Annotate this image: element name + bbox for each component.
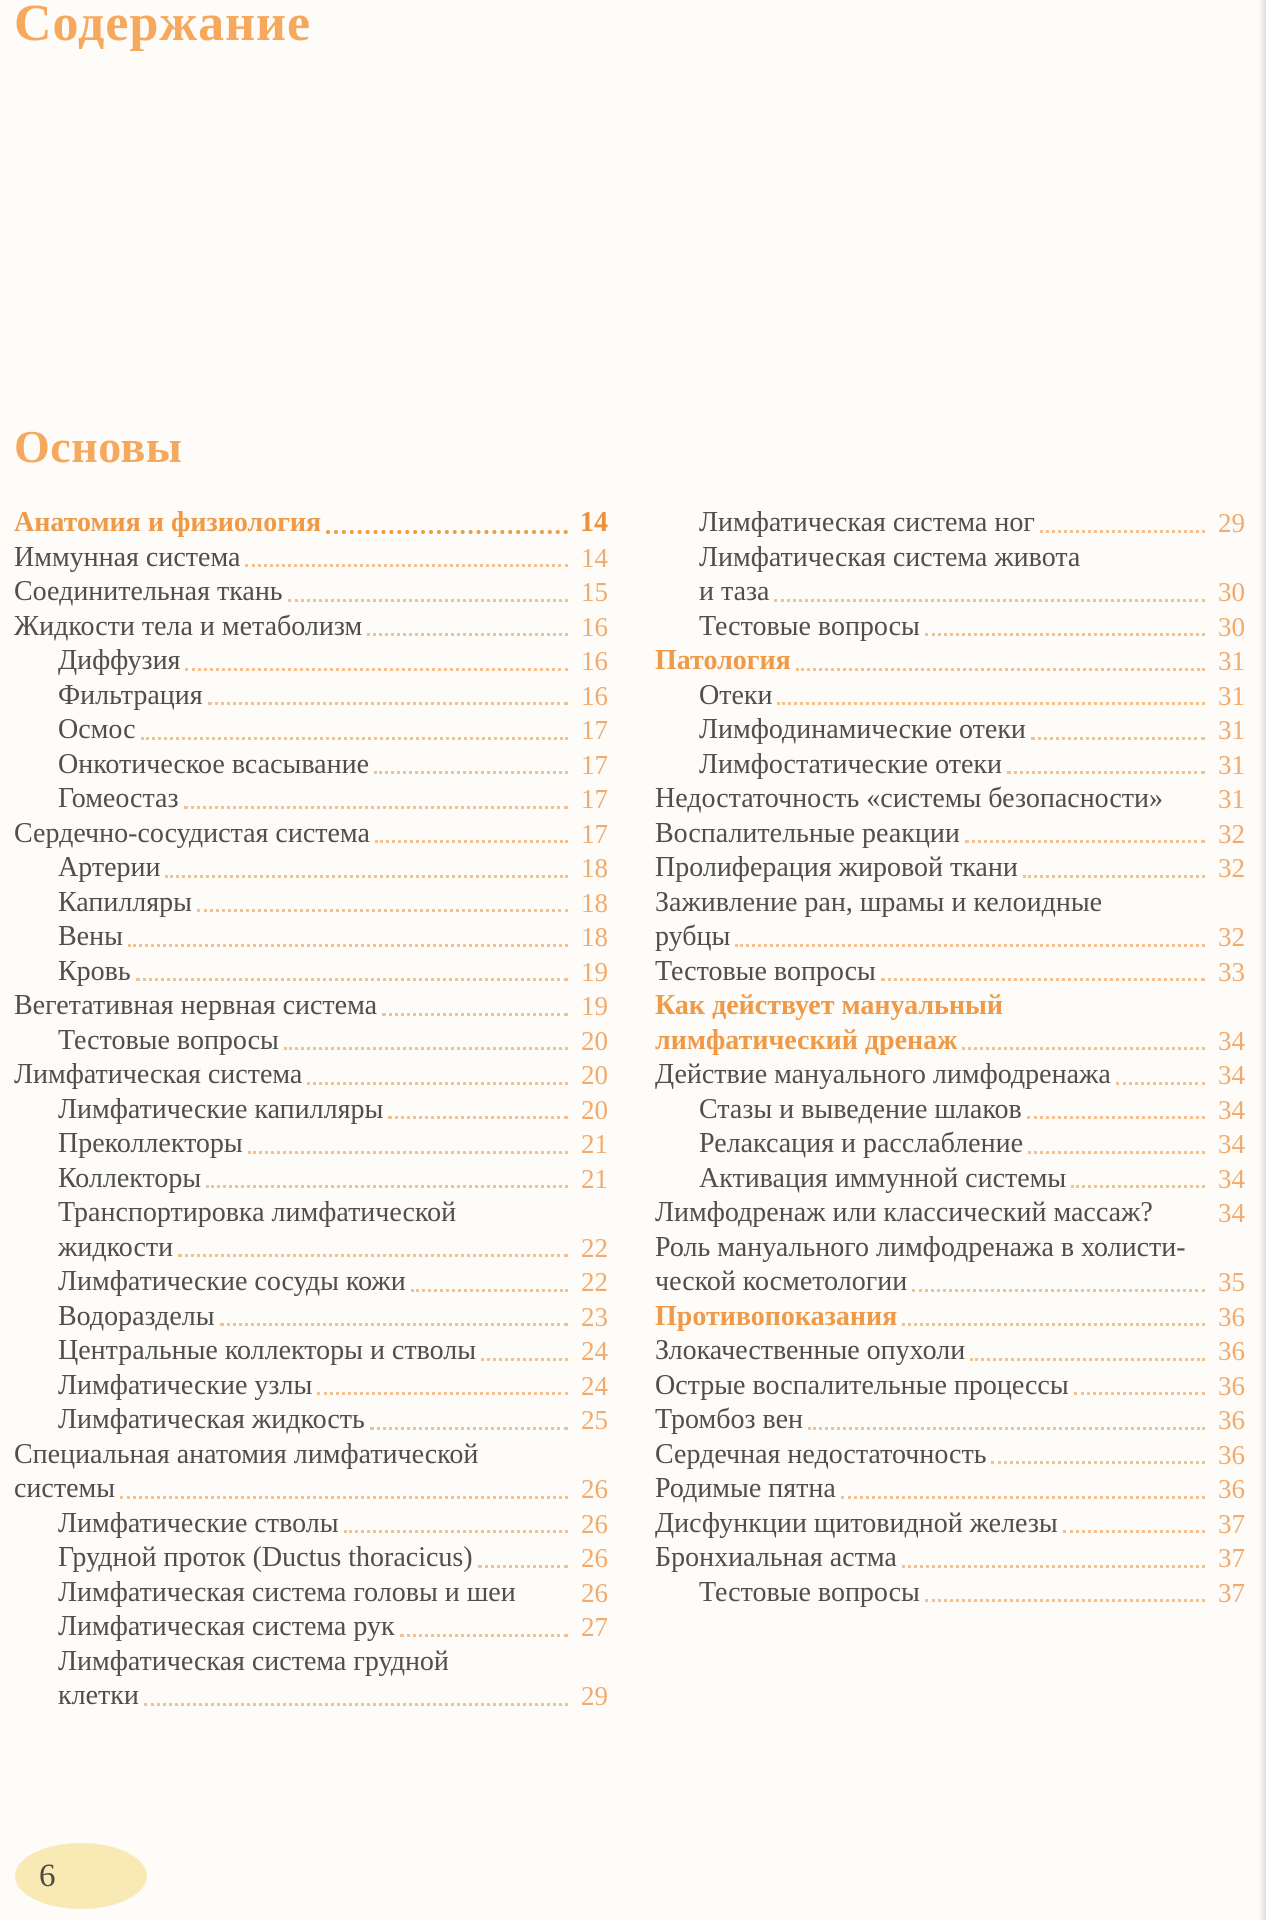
toc-entry [655,644,1245,679]
toc-entry [14,713,608,748]
toc-right-column [655,506,1245,1610]
toc-entry [14,955,608,990]
toc-entry-page-number: 20 [581,1094,608,1125]
toc-entry-title: Тестовые вопросы [58,1024,279,1056]
page-scan-edge [1259,0,1266,1920]
toc-entry [655,1093,1245,1128]
toc-entry-page-number: 20 [581,1025,608,1056]
toc-entry-title: Роль мануального лимфодренажа в холисти- [655,1231,1186,1263]
toc-entry-page-number: 18 [581,853,608,883]
toc-entry-title: Воспалительные реакции [655,817,960,849]
toc-entry-title: Тромбоз вен [655,1404,803,1435]
toc-entry-page-number: 21 [581,1163,608,1194]
toc-entry [655,679,1245,714]
toc-entry [14,1369,608,1404]
toc-entry [655,1024,1245,1059]
toc-entry [655,1369,1245,1404]
toc-left-column [14,506,608,1714]
toc-entry-title: Водоразделы [58,1300,215,1332]
toc-entry [655,1058,1245,1093]
toc-entry [655,1196,1245,1231]
toc-entry [14,989,608,1024]
toc-entry-page-number: 34 [1218,1163,1245,1194]
toc-entry-title: Лимфатическая жидкость [58,1404,365,1435]
toc-entry-page-number: 32 [1218,922,1245,952]
toc-entry-title: Анатомия и физиология [14,507,322,538]
toc-entry-title: системы [14,1473,116,1504]
toc-entry-title: жидкости [58,1231,174,1263]
toc-entry [14,1093,608,1128]
toc-entry [655,1507,1245,1542]
toc-entry-page-number: 24 [581,1336,608,1366]
part-heading: Основы [14,421,183,472]
toc-entry-title: Специальная анатомия лимфатической [14,1438,479,1470]
toc-entry-title: Лимфатические стволы [58,1507,339,1539]
toc-entry [14,1438,608,1473]
toc-entry-title: Отеки [699,679,773,711]
toc-entry-title: Соединительная ткань [14,576,283,607]
toc-entry-title: Релаксация и расслабление [699,1128,1023,1159]
toc-entry-title: Транспортировка лимфатической [58,1197,457,1228]
toc-entry-title: Дисфункции щитовидной железы [655,1507,1058,1539]
toc-entry-title: и таза [699,576,770,607]
toc-entry-page-number: 26 [581,1577,608,1608]
toc-entry [655,575,1245,610]
toc-entry-page-number: 17 [581,715,608,745]
toc-entry-page-number: 18 [581,922,608,952]
toc-entry-page-number: 36 [1218,1439,1245,1470]
toc-entry-title: Патология [655,645,791,676]
toc-entry-page-number: 25 [581,1405,608,1435]
toc-entry [14,1162,608,1197]
toc-entry-title: Тестовые вопросы [655,955,876,987]
toc-entry [14,506,608,541]
toc-entry-page-number: 19 [581,991,608,1021]
toc-entry-title: Диффузия [58,645,181,676]
toc-entry [14,1645,608,1680]
toc-entry-page-number: 21 [581,1129,608,1159]
toc-entry-page-number: 17 [581,784,608,814]
toc-entry-page-number: 31 [1218,646,1245,676]
toc-entry-title: Пролиферация жировой ткани [655,852,1018,883]
toc-entry-page-number: 14 [581,542,608,573]
toc-entry-page-number: 31 [1218,784,1245,814]
toc-entry-title: Лимфатическая система ног [699,507,1035,538]
toc-entry [14,1196,608,1231]
toc-entry-page-number: 37 [1218,1543,1245,1573]
toc-entry [14,1403,608,1438]
toc-entry-title: Лимфатические сосуды кожи [58,1266,406,1297]
toc-entry-title: Онкотическое всасывание [58,748,369,780]
toc-entry-page-number: 19 [581,956,608,987]
toc-entry [14,541,608,576]
toc-entry [655,1403,1245,1438]
toc-entry-title: Лимфодренаж или классический массаж? [655,1197,1153,1228]
toc-entry-page-number: 24 [581,1370,608,1401]
toc-entry-title: Гомеостаз [58,783,179,814]
toc-entry-title: Преколлекторы [58,1128,243,1159]
toc-entry-page-number: 31 [1218,749,1245,780]
toc-entry-title: Активация иммунной системы [699,1162,1067,1194]
toc-entry-title: Грудной проток (Ductus thoracicus) [58,1542,473,1573]
toc-entry-page-number: 37 [1218,1508,1245,1539]
toc-entry-title: Кровь [58,955,131,987]
toc-entry-page-number: 31 [1218,680,1245,711]
toc-entry [14,1576,608,1611]
toc-entry [655,989,1245,1024]
toc-entry-title: Лимфатическая система головы и шеи [58,1576,516,1608]
toc-entry-page-number: 34 [1218,1094,1245,1125]
toc-entry-page-number: 29 [581,1681,608,1711]
toc-entry-page-number: 29 [1218,508,1245,538]
toc-entry-page-number: 36 [1218,1301,1245,1332]
toc-entry-title: Стазы и выведение шлаков [699,1093,1022,1125]
toc-entry-title: Действие мануального лимфодренажа [655,1059,1111,1090]
toc-entry-title: Как действует мануальный [655,990,1003,1021]
toc-entry-page-number: 22 [581,1267,608,1297]
toc-entry-page-number: 16 [581,646,608,676]
page-number-badge [15,1843,147,1909]
toc-entry [14,1265,608,1300]
toc-entry-page-number: 18 [581,887,608,918]
toc-entry-page-number: 15 [581,577,608,607]
toc-entry-page-number: 16 [581,611,608,642]
toc-entry [655,1576,1245,1611]
toc-entry-title: Родимые пятна [655,1473,836,1504]
toc-entry [14,679,608,714]
toc-entry-page-number: 22 [581,1232,608,1263]
toc-entry-page-number: 30 [1218,577,1245,607]
toc-entry-title: Фильтрация [58,679,203,711]
toc-entry-title: Лимфостатические отеки [699,748,1002,780]
toc-entry [14,1610,608,1645]
toc-entry [14,817,608,852]
toc-entry-title: Коллекторы [58,1162,202,1194]
toc-entry-title: рубцы [655,921,731,952]
toc-entry [14,1300,608,1335]
toc-entry-title: Сердечная недостаточность [655,1438,987,1470]
toc-entry [655,1334,1245,1369]
toc-entry-title: Лимфатические узлы [58,1369,313,1401]
toc-entry [14,886,608,921]
toc-entry [655,955,1245,990]
toc-entry-title: Вегетативная нервная система [14,990,378,1021]
toc-entry [14,1231,608,1266]
toc-entry-title: Лимфатическая система живота [699,541,1081,573]
toc-entry [655,1472,1245,1507]
toc-entry-page-number: 26 [581,1474,608,1504]
toc-entry [14,782,608,817]
page-number: 6 [39,1858,56,1894]
toc-entry-title: Жидкости тела и метаболизм [14,610,363,642]
toc-entry-title: ческой косметологии [655,1266,908,1297]
toc-entry-title: Недостаточность «системы безопасности» [655,783,1164,814]
toc-entry [655,920,1245,955]
toc-entry [14,1679,608,1714]
toc-entry [14,851,608,886]
toc-entry [655,1162,1245,1197]
toc-entry-page-number: 16 [581,680,608,711]
toc-entry-page-number: 31 [1218,715,1245,745]
toc-entry-page-number: 36 [1218,1474,1245,1504]
toc-entry-title: Иммунная система [14,541,241,573]
toc-entry-page-number: 26 [581,1543,608,1573]
toc-entry-title: Заживление ран, шрамы и келоидные [655,886,1103,918]
toc-entry-title: лимфатический дренаж [655,1024,958,1056]
toc-entry [655,1438,1245,1473]
toc-entry-title: Капилляры [58,886,192,918]
toc-entry-page-number: 36 [1218,1336,1245,1366]
toc-entry-title: Осмос [58,714,136,745]
toc-entry [14,1024,608,1059]
toc-entry [655,1300,1245,1335]
toc-entry-page-number: 34 [1218,1060,1245,1090]
toc-entry [655,748,1245,783]
toc-entry-page-number: 35 [1218,1267,1245,1297]
toc-entry-page-number: 30 [1218,611,1245,642]
toc-entry-page-number: 34 [1218,1129,1245,1159]
toc-entry [655,506,1245,541]
toc-entry-title: Противопоказания [655,1300,898,1332]
toc-entry [655,1265,1245,1300]
toc-entry-title: Артерии [58,852,161,883]
toc-entry-title: Лимфатическая система грудной [58,1645,449,1677]
toc-entry-page-number: 26 [581,1508,608,1539]
toc-entry [655,782,1245,817]
toc-entry-page-number: 33 [1218,956,1245,987]
toc-entry [655,541,1245,576]
toc-entry-page-number: 23 [581,1301,608,1332]
toc-entry-page-number: 17 [581,749,608,780]
toc-entry-title: Лимфатические капилляры [58,1093,384,1125]
toc-entry-page-number: 34 [1218,1025,1245,1056]
toc-entry [655,1541,1245,1576]
toc-entry-title: Сердечно-сосудистая система [14,817,370,849]
toc-entry [14,1334,608,1369]
toc-entry [14,610,608,645]
toc-entry-page-number: 37 [1218,1577,1245,1608]
toc-entry-page-number: 14 [580,507,608,538]
toc-entry [14,748,608,783]
toc-entry [655,817,1245,852]
toc-entry-title: Лимфатическая система рук [58,1611,395,1642]
toc-entry-title: Острые воспалительные процессы [655,1369,1069,1401]
toc-entry-page-number: 32 [1218,818,1245,849]
toc-entry [14,1541,608,1576]
toc-entry-page-number: 36 [1218,1405,1245,1435]
toc-entry [655,851,1245,886]
toc-entry [655,713,1245,748]
toc-entry-title: Вены [58,921,123,952]
toc-entry-title: клетки [58,1680,139,1711]
toc-entry [14,920,608,955]
toc-entry [14,575,608,610]
toc-entry [14,1127,608,1162]
toc-entry-title: Тестовые вопросы [699,1576,920,1608]
toc-entry-page-number: 32 [1218,853,1245,883]
toc-entry-title: Бронхиальная астма [655,1542,897,1573]
toc-entry [655,886,1245,921]
toc-entry-page-number: 27 [581,1612,608,1642]
toc-entry [14,644,608,679]
toc-entry-page-number: 17 [581,818,608,849]
toc-entry [655,1231,1245,1266]
toc-entry [14,1472,608,1507]
toc-entry-page-number: 36 [1218,1370,1245,1401]
toc-entry-title: Лимфодинамические отеки [699,714,1026,745]
toc-entry [14,1058,608,1093]
toc-entry-title: Злокачественные опухоли [655,1335,966,1366]
toc-entry-title: Лимфатическая система [14,1059,303,1090]
toc-entry-page-number: 34 [1218,1198,1245,1228]
toc-entry-title: Центральные коллекторы и стволы [58,1335,477,1366]
toc-entry-title: Тестовые вопросы [699,610,920,642]
toc-entry-page-number: 20 [581,1060,608,1090]
toc-entry [655,610,1245,645]
toc-entry [655,1127,1245,1162]
toc-entry [14,1507,608,1542]
page-title: Содержание [14,0,312,52]
